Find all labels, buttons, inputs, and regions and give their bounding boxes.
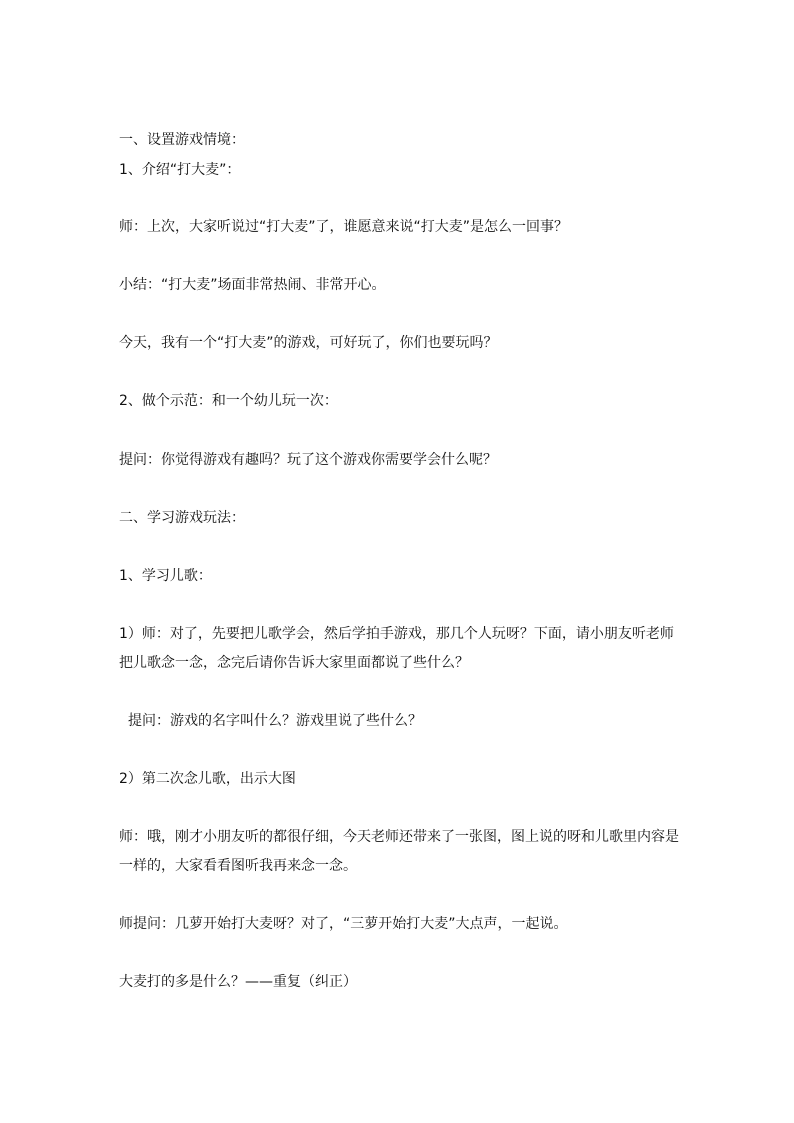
paragraph-teacher-picture-line-2: 一样的，大家看看图听我再来念一念。 — [119, 858, 357, 874]
paragraph-summary: 小结：“打大麦”场面非常热闹、非常开心。 — [119, 277, 386, 293]
subheading-demonstrate: 2、做个示范：和一个幼儿玩一次： — [119, 393, 338, 409]
subheading-introduce: 1、介绍“打大麦”： — [119, 162, 241, 178]
paragraph-question-name: 提问：游戏的名字叫什么？游戏里说了些什么？ — [128, 713, 422, 729]
paragraph-step-one-line-2: 把儿歌念一念，念完后请你告诉大家里面都说了些什么？ — [119, 655, 469, 671]
heading-section-two: 二、学习游戏玩法： — [119, 510, 245, 526]
heading-section-one: 一、设置游戏情境： — [119, 132, 245, 148]
paragraph-step-two: 2）第二次念儿歌，出示大图 — [119, 771, 296, 787]
paragraph-teacher-picture-line-1: 师：哦，刚才小朋友听的都很仔细，今天老师还带来了一张图，图上说的呀和儿歌里内容是 — [119, 829, 679, 845]
paragraph-question-fun: 提问：你觉得游戏有趣吗？玩了这个游戏你需要学会什么呢？ — [119, 452, 497, 468]
paragraph-today: 今天，我有一个“打大麦”的游戏，可好玩了，你们也要玩吗？ — [119, 335, 498, 351]
subheading-learn-song: 1、学习儿歌： — [119, 568, 212, 584]
paragraph-teacher-asks: 师提问：几萝开始打大麦呀？对了，“三萝开始打大麦”大点声，一起说。 — [119, 916, 568, 932]
paragraph-step-one-line-1: 1）师：对了，先要把儿歌学会，然后学拍手游戏，那几个人玩呀？下面，请小朋友听老师 — [119, 626, 674, 642]
paragraph-repeat: 大麦打的多是什么？——重复（纠正） — [119, 974, 357, 990]
paragraph-teacher-question: 师：上次，大家听说过“打大麦”了，谁愿意来说“打大麦”是怎么一回事？ — [119, 219, 569, 235]
